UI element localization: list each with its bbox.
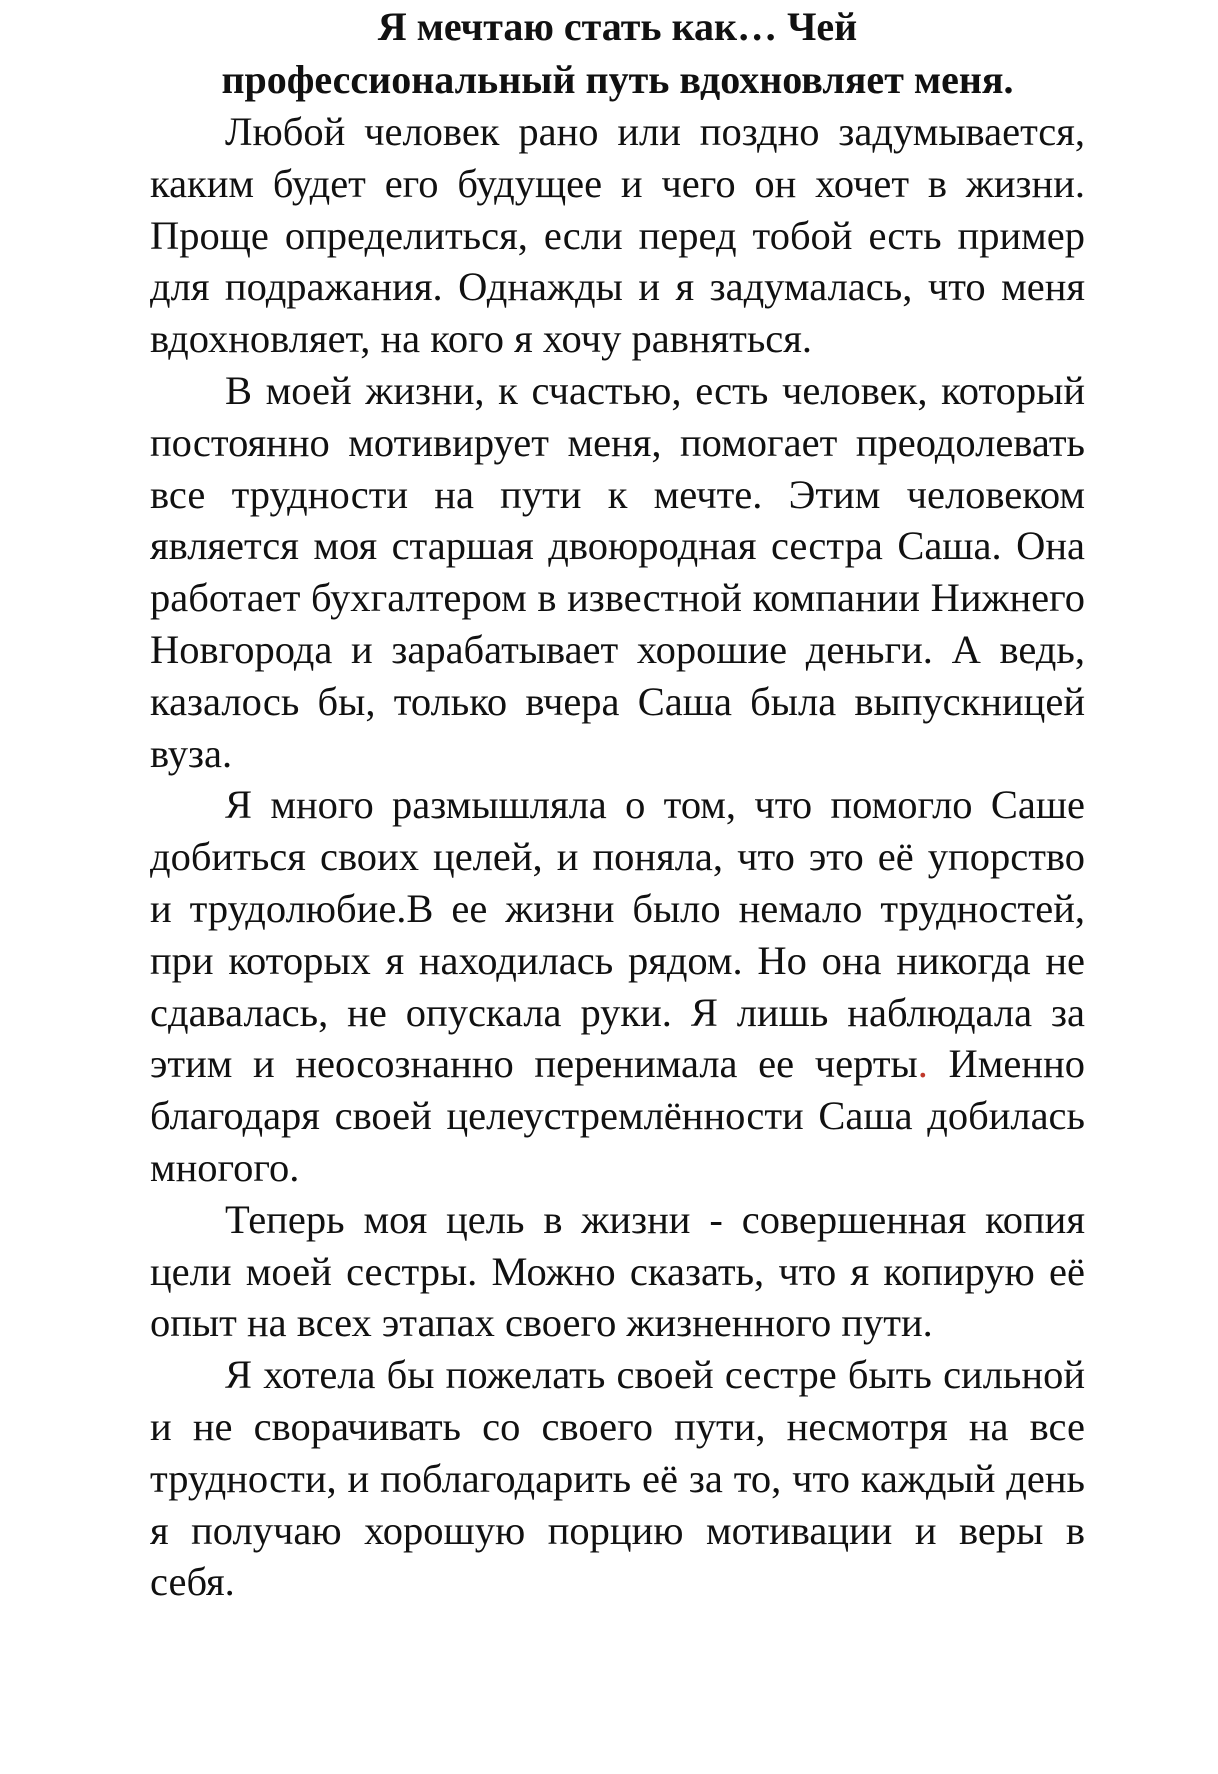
- paragraph-3-text-before: Я много размышляла о том, что помогло Саше добиться своих целей, и поняла, что это её упорство и трудолюбие.В ее жизни было немало трудностей, при которых я находилась рядом. Но она никогда не сдавалась, не опускала руки. Я лишь наблюдала за этим и неосознанно перенимала ее черты: [150, 782, 1085, 1087]
- title-line-2: профессиональный путь вдохновляет меня.: [221, 57, 1014, 102]
- paragraph-1: Любой человек рано или поздно задумывается, каким будет его будущее и чего он хочет в жизни. Проще определиться, если перед тобой есть пример для подражания. Однажды и я задумалась, что меня вдохновляет, на кого я хочу равняться.: [150, 109, 1085, 362]
- paragraph-5: Я хотела бы пожелать своей сестре быть сильной и не сворачивать со своего пути, несмотря на все трудности, и поблагодарить её за то, что каждый день я получаю хорошую порцию мотивации и веры в себя.: [150, 1352, 1085, 1605]
- document-page: [150, 0, 1085, 1608]
- document-title: [150, 0, 1085, 106]
- paragraph-3-red-period: .: [917, 1041, 928, 1087]
- paragraph-3-text-after: Именно благодаря своей целеустремлённости Саша добилась многого.: [150, 1041, 1086, 1190]
- paragraph-4: Теперь моя цель в жизни - совершенная копия цели моей сестры. Можно сказать, что я копирую её опыт на всех этапах своего жизненного пути.: [150, 1196, 1085, 1346]
- paragraph-3: [150, 779, 1085, 1193]
- title-line-1: Я мечтаю стать как… Чей: [377, 4, 858, 49]
- paragraph-2: В моей жизни, к счастью, есть человек, который постоянно мотивирует меня, помогает преодолевать все трудности на пути к мечте. Этим человеком является моя старшая двоюродная сестра Саша. Она работает бухгалтером в известной компании Нижнего Новгорода и зарабатывает хорошие деньги. А ведь, казалось бы, только вчера Саша была выпускницей вуза.: [150, 367, 1085, 776]
